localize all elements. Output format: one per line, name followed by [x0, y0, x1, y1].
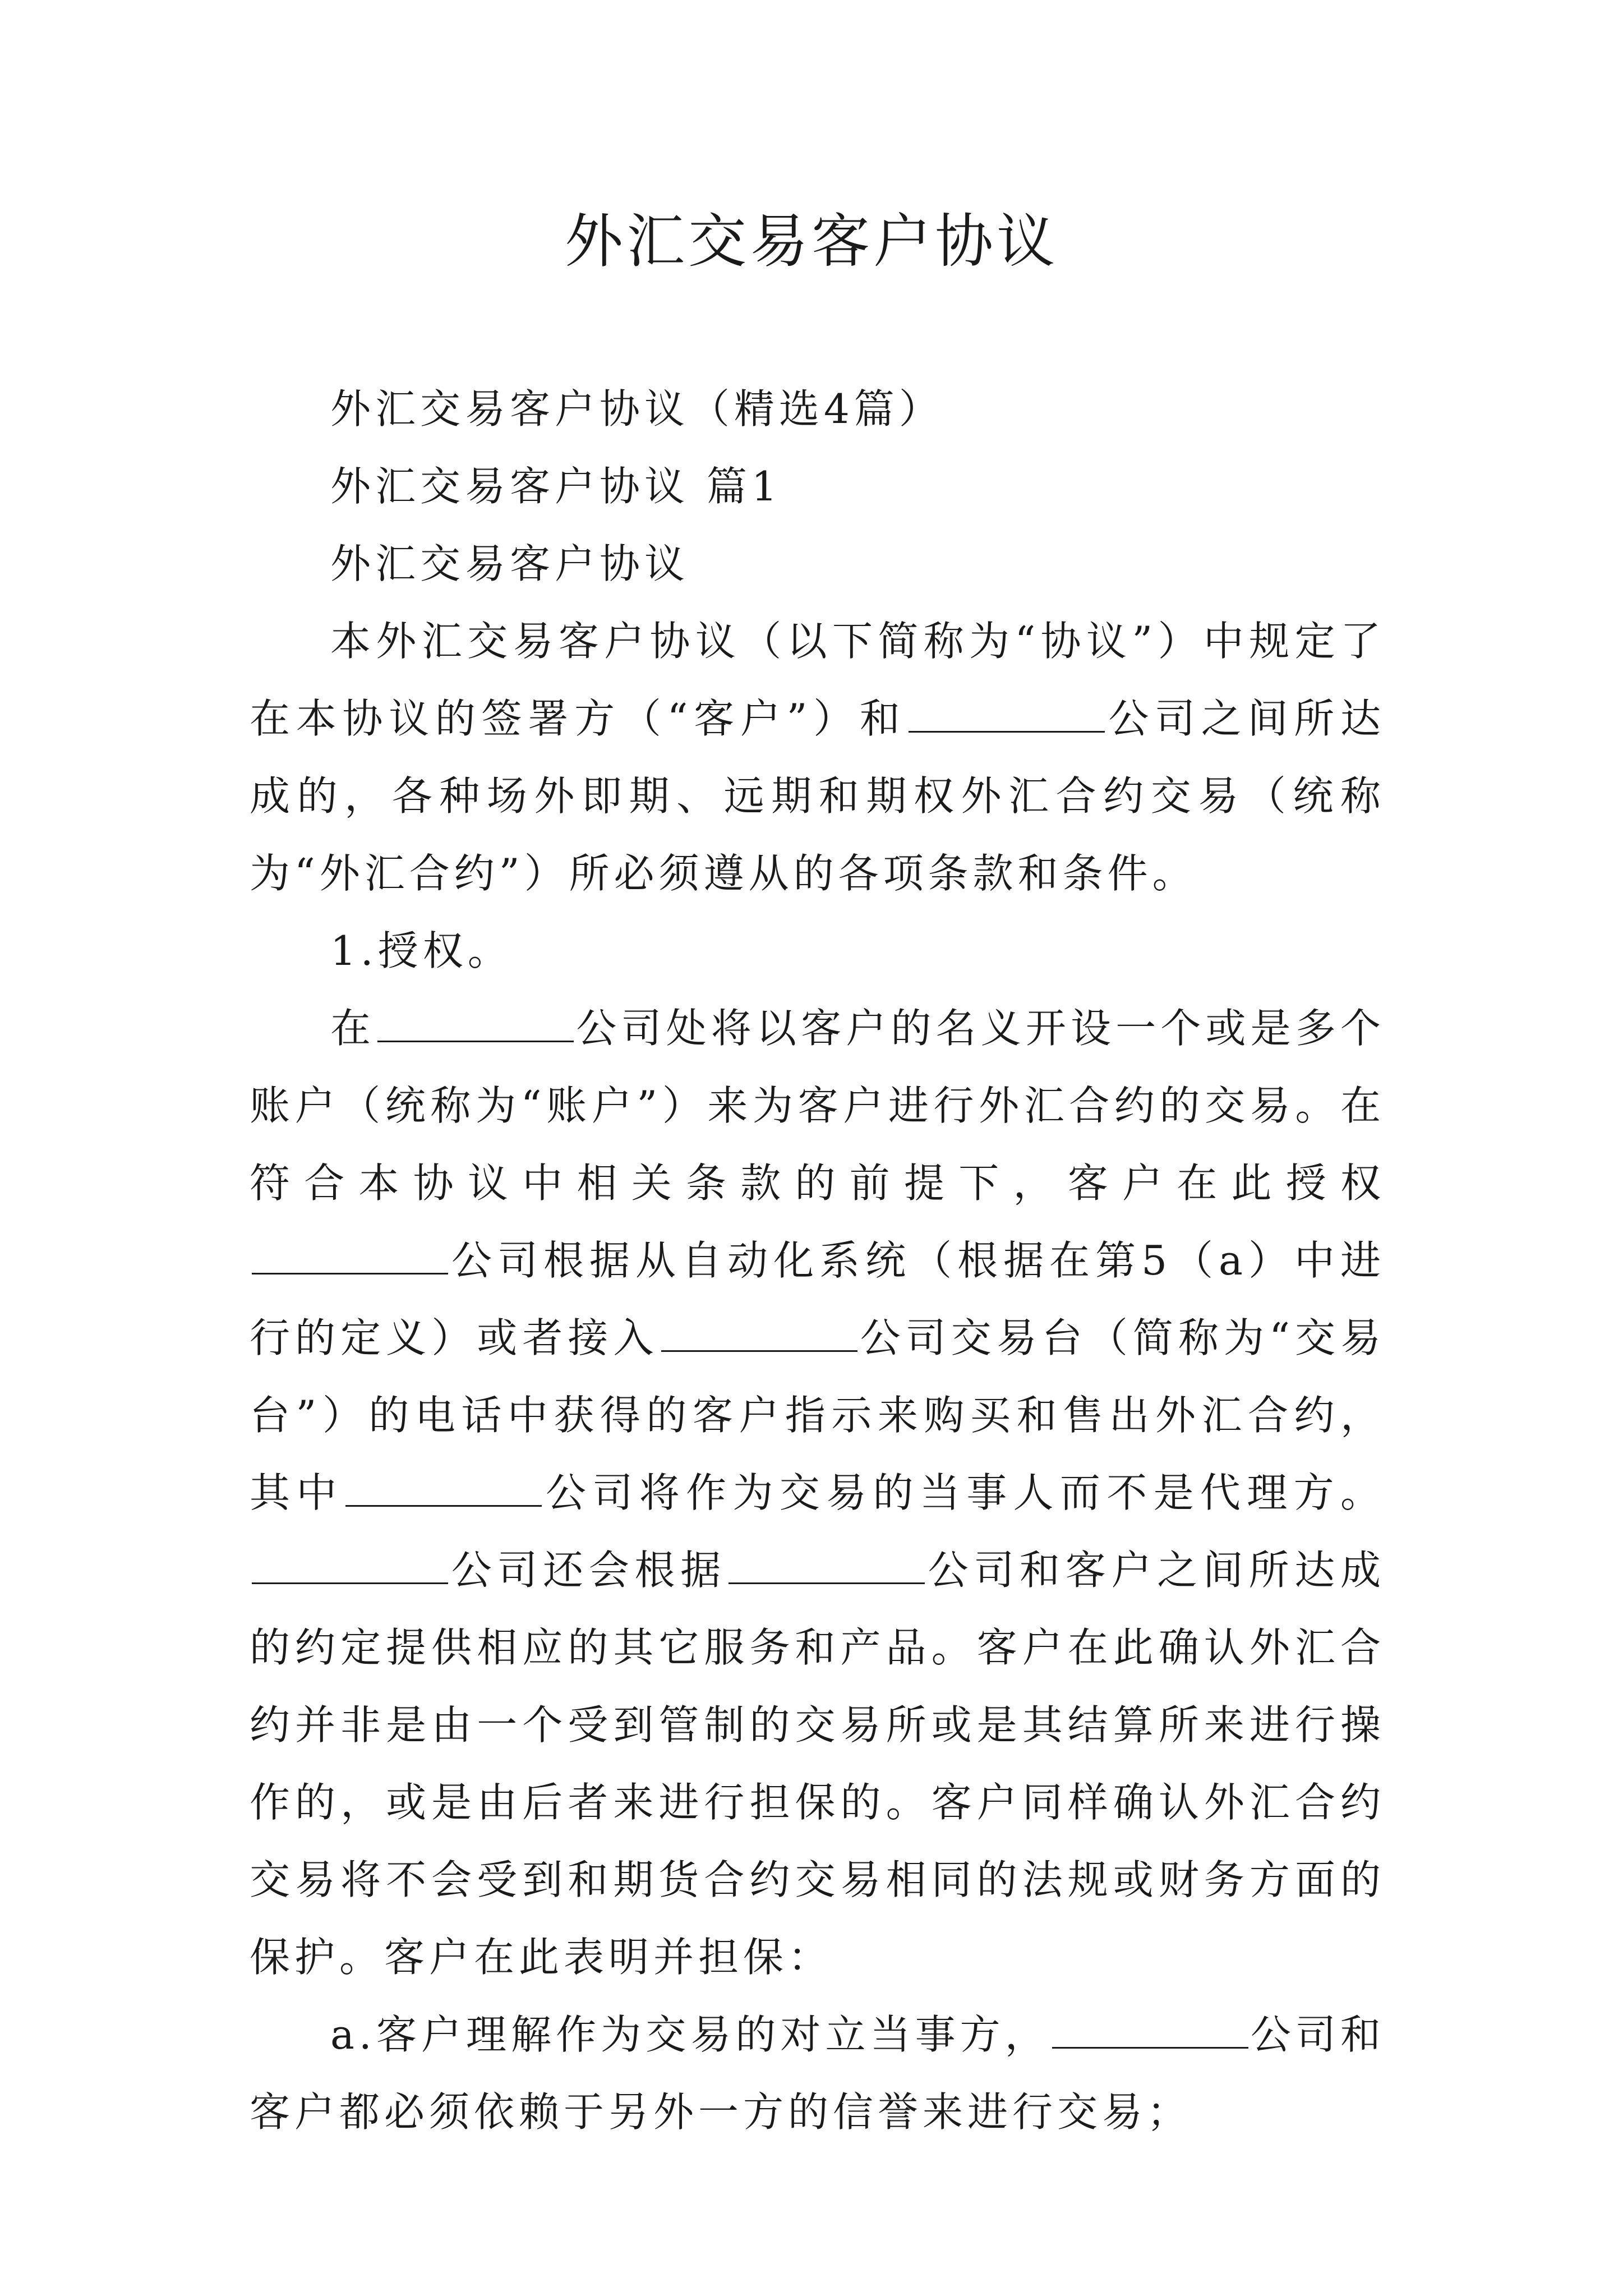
clause-a-text-2: 公司和客户都必须依赖于另外一方的信誉来进行交易； — [250, 2011, 1385, 2136]
clause-1-text-7: 公司和客户之间所达成的约定提供相应的其它服务和产品。客户在此确认外汇合约并非是由一个受到管制的交易所或是其结算所来进行操作的，或是由后者来进行担保的。客户同样确认外汇合约交易将不会受到和期货合约交易相同的法规或财务方面的保护。客户在此表明并担保： — [250, 1547, 1385, 1981]
intro-paragraph — [250, 602, 1385, 912]
clause-1-text-3: 公司根据从自动化系统（根据在第5（a）中进行的定义）或者接入 — [250, 1237, 1385, 1361]
blank-line — [728, 1546, 925, 1584]
blank-line — [345, 1469, 542, 1507]
blank-line — [377, 1004, 574, 1042]
blank-line — [909, 694, 1105, 733]
clause-a-text-1: a.客户理解作为交易的对立当事方， — [330, 2011, 1050, 2058]
agreement-heading: 外汇交易客户协议 — [330, 540, 690, 587]
blank-line — [661, 1314, 857, 1352]
blank-line — [1052, 2010, 1248, 2049]
clause-1-paragraph — [250, 990, 1385, 1996]
clause-1-text-1: 在 — [330, 1005, 376, 1052]
intro-text-1: 本外汇交易客户协议（以下简称为“协议”）中规定了在本协议的签署方（“客户”）和 — [250, 618, 1385, 742]
clause-1-text-6: 公司还会根据 — [450, 1547, 726, 1594]
subtitle: 外汇交易客户协议（精选4篇） — [330, 385, 944, 432]
blank-line — [252, 1546, 448, 1584]
clause-a-paragraph — [250, 1996, 1385, 2151]
clause-1-text-5: 公司将作为交易的当事人而不是代理方。 — [543, 1469, 1385, 1516]
document-body — [250, 370, 1385, 2151]
section-heading: 外汇交易客户协议 篇1 — [330, 463, 782, 510]
clause-1-text-4: 公司交易台（简称为“交易台”）的电话中获得的客户指示来购买和售出外汇合约，其中 — [250, 1314, 1385, 1516]
blank-line — [252, 1236, 448, 1274]
clause-1-heading: 1.授权。 — [330, 927, 513, 974]
document-title: 外汇交易客户协议 — [564, 207, 1058, 275]
intro-text-2: 公司之间所达成的，各种场外即期、远期和期权外汇合约交易（统称为“外汇合约”）所必须遵从的各项条款和条件。 — [250, 695, 1385, 897]
clause-1-text-2: 公司处将以客户的名义开设一个或是多个账户（统称为“账户”）来为客户进行外汇合约的交易。在符合本协议中相关条款的前提下，客户在此授权 — [250, 1005, 1385, 1207]
